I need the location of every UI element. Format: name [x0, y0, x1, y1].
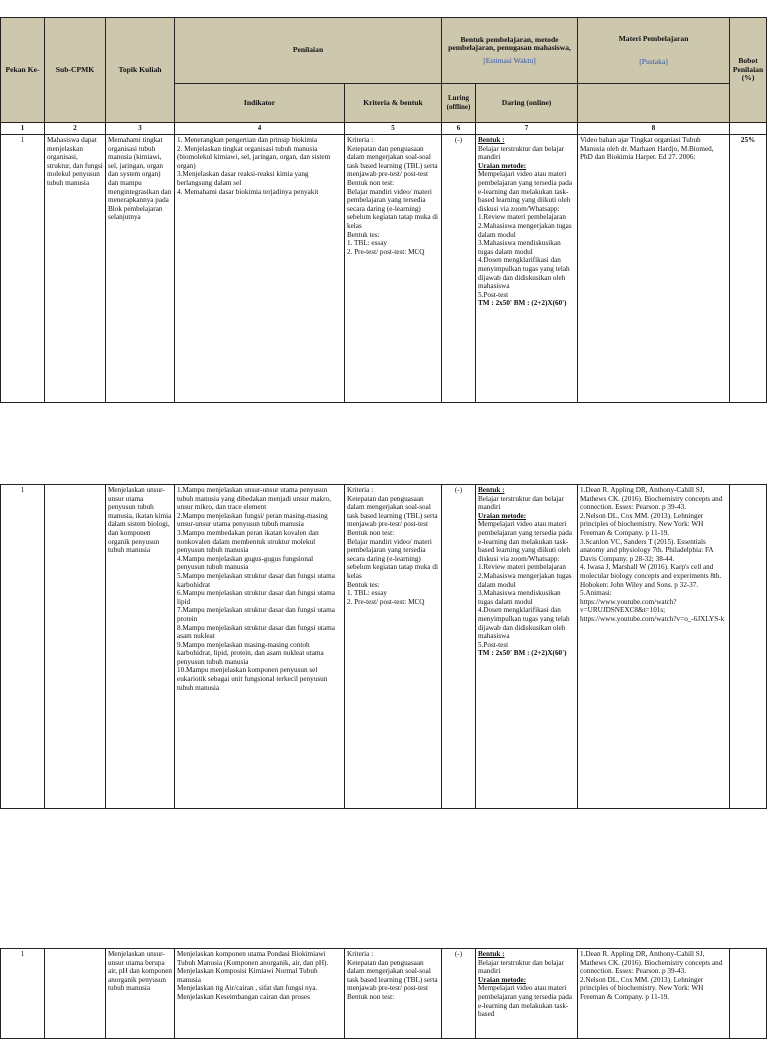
cell-daring: [476, 135, 578, 403]
cell-bobot: 25%: [730, 135, 767, 403]
header-sub-cpmk: Sub-CPMK: [45, 18, 106, 123]
column-number: 1: [1, 123, 45, 135]
cell-kriteria: Kriteria : Ketepatan dan penguasaan dalam mengerjakan soal-soal task based learning (TBL) serta menjawab pre-test/ post-test Bentuk non test:: [345, 949, 442, 1039]
table-row: [1, 485, 767, 809]
daring-uraian: Mempelajari video atau materi pembelajaran yang tersedia pada e-learning dan melakukan task-based learning yang diikuti oleh diskusi via zoom/Whatsapp: 1.Review materi pembelajaran 2.Mahasiswa mengerjakan tugas dalam modul 3.Mahasiswa mendiskusikan tugas dalam modul 4.Dosen mengklarifikasi dan menyimpulkan tugas yang telah dijawab dan didiskusikan oleh mahasiswa 5.Post-test: [478, 520, 572, 649]
rps-table-page-1: [0, 17, 767, 403]
cell-daring: [476, 949, 578, 1039]
header-pekan: Pekan Ke-: [1, 18, 45, 123]
header-indikator: Indikator: [175, 84, 345, 123]
daring-bentuk-label: Bentuk :: [478, 950, 505, 958]
cell-materi: 1.Dean R. Appling DR, Anthony-Cahill SJ, Mathews CK. (2016). Biochemistry concepts and connection. Essex: Pearson. p 39-43. 2.Nelson DL, Cox MM. (2013). Lehninger principles of biochemistry. New York: WH Freeman & Company. p 11-19.: [578, 949, 730, 1039]
header-materi: [578, 18, 730, 84]
rps-table-page-2: [0, 484, 767, 809]
header-daring: Daring (online): [476, 84, 578, 123]
daring-bentuk-label: Bentuk :: [478, 136, 505, 144]
header-estimasi: [Estimasi Waktu]: [483, 55, 536, 65]
daring-uraian: Mempelajari video atau materi pembelajaran yang tersedia pada e-learning dan melakukan task-based: [478, 984, 572, 1019]
daring-bentuk: Belajar terstruktur dan belajar mandiri: [478, 958, 565, 976]
daring-uraian-label: Uraian metode:: [478, 511, 527, 520]
cell-materi: Video bahan ajar Tingkat organiasi Tubuh Manusia oleh dr. Marhaen Hardjo, M.Biomed, PhD dan Biokimia Harper. Ed 27. 2006:: [578, 135, 730, 403]
cell-luring: (-): [442, 485, 476, 809]
cell-indikator: 1.Mampu menjelaskan unsur-unsur utama penyusun tubuh manusia yang dibedakan menjadi unsur makro, unsur mikro, dan trace element 2.Mampu menjelaskan fungsi/ peran masing-masing unsur-unsur utama penyusun tubuh manusia 3.Mampu membedakan peran ikatan kovalen dan nonkovalen dalam membentuk struktur molekul penyusun tubuh manusia 4.Mampu menjelaskan gugus-gugus fungsional penyusun tubuh manusia 5.Mampu menjelaskan struktur dasar dan fungsi utama karbohidrat 6.Mampu menjelaskan struktur dasar dan fungsi utama lipid 7.Mampu menjelaskan struktur dasar dan fungsi utama protein 8.Mampu menjelaskan struktur dasar dan fungsi utama asam nukleat 9.Mampu menjelaskan masing-masing contoh karbohidrat, lipid, protein, dan asam nukleat utama penyusun tubuh manusia 10.Mampu menjelaskan komponen penyusun sel eukariotik sebagai unit fungsional terkecil penyusun tubuh manusia: [175, 485, 345, 809]
header-bentuk-pembelajaran: [442, 18, 578, 84]
cell-kriteria: Kriteria : Ketepatan dan penguasaan dalam mengerjakan soal-soal task based learning (TBL) serta menjawab pre-test/ post-test Bentuk non test: Belajar mandiri video/ materi pembelajaran yang tersedia secara daring (e-learning) sebelum kegiatan tatap muka di kelas Bentuk tes: 1. TBL: essay 2. Pre-test/ post-test: MCQ: [345, 135, 442, 403]
column-number: 6: [442, 123, 476, 135]
cell-bobot: [730, 949, 767, 1039]
cell-luring: (-): [442, 949, 476, 1039]
header-topik: Topik Kuliah: [106, 18, 175, 123]
cell-topik: Menjelaskan unsur-unsur utama berupa air, pH dan komponen anorganik penyusun tubuh manusia: [106, 949, 175, 1039]
cell-sub-cpmk: [45, 949, 106, 1039]
column-number: 2: [45, 123, 106, 135]
header-bentuk-text: Bentuk pembelajaran, metode pembelajaran, penugasan mahasiswa,: [448, 34, 571, 53]
table-row: [1, 949, 767, 1039]
cell-indikator: Menjelaskan komponen utama Pondasi Biokimiawi Tubuh Manusia (Komponen anorganik, air, dan pH). Menjelaskan Komposisi Kimiawi Normal Tubuh manusia Menjelaskan ttg Air/cairan , sifat dan fungsi nya. Menjelaskan Keseimbangan cairan dan proses: [175, 949, 345, 1039]
daring-bentuk: Belajar terstruktur dan belajar mandiri: [478, 144, 565, 162]
column-number: 7: [476, 123, 578, 135]
column-number: 3: [106, 123, 175, 135]
cell-kriteria: Kriteria : Ketepatan dan penguasaan dalam mengerjakan soal-soal task based learning (TBL) serta menjawab pre-test/ post-test Bentuk non test: Belajar mandiri video/ materi pembelajaran yang tersedia secara daring (e-learning) sebelum kegiatan tatap muka di kelas Bentuk tes: 1. TBL: essay 2. Pre-test/ post-test: MCQ: [345, 485, 442, 809]
column-number: 4: [175, 123, 345, 135]
cell-sub-cpmk: [45, 485, 106, 809]
daring-uraian-label: Uraian metode:: [478, 161, 527, 170]
cell-materi: 1.Dean R. Appling DR, Anthony-Cahill SJ, Mathews CK. (2016). Biochemistry concepts and connection. Essex: Pearson. p 39-43. 2.Nelson DL, Cox MM. (2013). Lehninger principles of biochemistry. New York: WH Freeman & Company. p 11-19. 3.Scanlon VC, Sanders T (2015). Essentials anatomy and physiology 7th. Philadelphia: FA Davis Company. p 28-32; 38-44. 4. Iwasa J, Marshall W (2016). Karp's cell and molecular biology concepts and experiments 8th. Hoboken: John Wiley and Sons. p 32-37. 5.Animasi: https://www.youtube.com/watch?v=URUJDSNEXC8&t=101s; https://www.youtube.com/watch?v=o_-6JXLYS-k: [578, 485, 730, 809]
header-materi-blank: [578, 84, 730, 123]
daring-uraian: Mempelajari video atau materi pembelajaran yang tersedia pada e-learning dan melakukan task-based learning yang diikuti oleh diskusi via zoom/Whatsapp: 1.Review materi pembelajaran 2.Mahasiswa mengerjakan tugas dalam modul 3.Mahasiswa mendiskusikan tugas dalam modul 4.Dosen mengklarifikasi dan menyimpulkan tugas yang telah dijawab dan didiskusikan oleh mahasiswa 5.Post-test: [478, 170, 573, 299]
column-number: [730, 123, 767, 135]
cell-topik: Memahami tingkat organisasi tubuh manusia (kimiawi, sel, jaringan, organ dan system organ) dan mampu mengintegrasikan dan menerapkannya pada Blok pembelajaran selanjutnya: [106, 135, 175, 403]
header-pustaka: [Pustaka]: [639, 56, 668, 66]
header-luring: Luring (offline): [442, 84, 476, 123]
header-kriteria: Kriteria & bentuk: [345, 84, 442, 123]
header-penilaian: Penilaian: [175, 18, 442, 84]
cell-sub-cpmk: Mahasiswa dapat menjelaskan organisasi, struktur, dan fungsi molekul penyusun tubuh manusia: [45, 135, 106, 403]
cell-luring: (-): [442, 135, 476, 403]
cell-pekan: 1: [1, 485, 45, 809]
column-number: 8: [578, 123, 730, 135]
cell-daring: [476, 485, 578, 809]
daring-bentuk-label: Bentuk :: [478, 486, 505, 494]
header-materi-text: Materi Pembelajaran: [618, 33, 689, 43]
daring-uraian-label: Uraian metode:: [478, 975, 527, 984]
daring-tm: TM : 2x50' BM : (2+2)X(60'): [478, 299, 567, 308]
table-row: [1, 135, 767, 403]
cell-pekan: 1: [1, 135, 45, 403]
cell-pekan: 1: [1, 949, 45, 1039]
header-bobot: Bobot Penilaian (%): [730, 18, 767, 123]
cell-topik: Menjelaskan unsur-unsur utama penyusun tubuh manusia, ikatan kimia dalam sistem biologi, dan komponen organik penyusun tubuh manusia: [106, 485, 175, 809]
cell-bobot: [730, 485, 767, 809]
rps-table-page-3: [0, 948, 767, 1039]
cell-indikator: 1. Menerangkan pengertian dan prinsip biokimia 2. Menjelaskan tingkat organisasi tubuh manusia (biomolekul kimiawi, sel, jaringan, organ, dan sistem organ) 3.Menjelaskan dasar reaksi-reaksi kimia yang berlangsung dalam sel 4. Memahami dasar biokimia terjadinya penyakit: [175, 135, 345, 403]
daring-tm: TM : 2x50' BM : (2+2)X(60'): [478, 649, 567, 658]
column-number: 5: [345, 123, 442, 135]
daring-bentuk: Belajar terstruktur dan belajar mandiri: [478, 494, 565, 512]
